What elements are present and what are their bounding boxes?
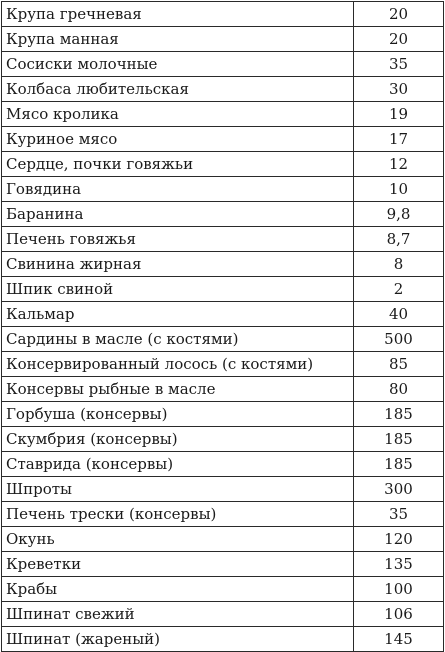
- product-name-cell: Крупа манная: [2, 27, 354, 52]
- table-row: [2, 77, 444, 102]
- product-name-cell: Крупа гречневая: [2, 2, 354, 27]
- table-row: [2, 352, 444, 377]
- table-row: [2, 577, 444, 602]
- product-value-cell: 2: [354, 277, 444, 302]
- product-name-cell: Колбаса любительская: [2, 77, 354, 102]
- product-value-cell: 185: [354, 427, 444, 452]
- product-name-cell: Шпинат свежий: [2, 602, 354, 627]
- product-name-cell: Креветки: [2, 552, 354, 577]
- table-row: [2, 177, 444, 202]
- product-name-cell: Баранина: [2, 202, 354, 227]
- product-name-cell: Свинина жирная: [2, 252, 354, 277]
- table-row: [2, 227, 444, 252]
- product-name-cell: Ставрида (консервы): [2, 452, 354, 477]
- table-row: [2, 377, 444, 402]
- product-name-cell: Горбуша (консервы): [2, 402, 354, 427]
- product-name-cell: Печень говяжья: [2, 227, 354, 252]
- product-value-cell: 100: [354, 577, 444, 602]
- table-row: [2, 2, 444, 27]
- product-value-cell: 120: [354, 527, 444, 552]
- product-value-cell: 9,8: [354, 202, 444, 227]
- product-value-cell: 145: [354, 627, 444, 652]
- table-row: [2, 627, 444, 652]
- product-name-cell: Сердце, почки говяжьи: [2, 152, 354, 177]
- food-value-table: [1, 1, 444, 652]
- product-name-cell: Мясо кролика: [2, 102, 354, 127]
- product-value-cell: 80: [354, 377, 444, 402]
- table-row: [2, 552, 444, 577]
- product-value-cell: 500: [354, 327, 444, 352]
- table-row: [2, 252, 444, 277]
- product-name-cell: Шпик свиной: [2, 277, 354, 302]
- product-name-cell: Скумбрия (консервы): [2, 427, 354, 452]
- product-name-cell: Сардины в масле (с костями): [2, 327, 354, 352]
- product-value-cell: 8: [354, 252, 444, 277]
- table-row: [2, 527, 444, 552]
- table-row: [2, 602, 444, 627]
- table-row: [2, 327, 444, 352]
- table-row: [2, 477, 444, 502]
- product-value-cell: 40: [354, 302, 444, 327]
- table-row: [2, 302, 444, 327]
- product-value-cell: 85: [354, 352, 444, 377]
- product-value-cell: 10: [354, 177, 444, 202]
- product-name-cell: Печень трески (консервы): [2, 502, 354, 527]
- product-name-cell: Крабы: [2, 577, 354, 602]
- product-value-cell: 185: [354, 452, 444, 477]
- table-row: [2, 152, 444, 177]
- product-name-cell: Кальмар: [2, 302, 354, 327]
- product-value-cell: 20: [354, 2, 444, 27]
- product-value-cell: 17: [354, 127, 444, 152]
- product-value-cell: 30: [354, 77, 444, 102]
- product-value-cell: 106: [354, 602, 444, 627]
- table-row: [2, 427, 444, 452]
- product-name-cell: Консервированный лосось (с костями): [2, 352, 354, 377]
- product-value-cell: 19: [354, 102, 444, 127]
- table-row: [2, 52, 444, 77]
- product-value-cell: 35: [354, 502, 444, 527]
- product-value-cell: 35: [354, 52, 444, 77]
- table-row: [2, 202, 444, 227]
- product-value-cell: 185: [354, 402, 444, 427]
- product-name-cell: Шпинат (жареный): [2, 627, 354, 652]
- table-row: [2, 102, 444, 127]
- table-row: [2, 452, 444, 477]
- product-value-cell: 12: [354, 152, 444, 177]
- product-name-cell: Шпроты: [2, 477, 354, 502]
- table-row: [2, 127, 444, 152]
- product-name-cell: Окунь: [2, 527, 354, 552]
- table-row: [2, 277, 444, 302]
- product-name-cell: Сосиски молочные: [2, 52, 354, 77]
- product-value-cell: 20: [354, 27, 444, 52]
- product-value-cell: 8,7: [354, 227, 444, 252]
- product-name-cell: Консервы рыбные в масле: [2, 377, 354, 402]
- table-body: [2, 2, 444, 652]
- table-row: [2, 502, 444, 527]
- product-name-cell: Куриное мясо: [2, 127, 354, 152]
- product-name-cell: Говядина: [2, 177, 354, 202]
- table-row: [2, 402, 444, 427]
- product-value-cell: 135: [354, 552, 444, 577]
- product-value-cell: 300: [354, 477, 444, 502]
- table-row: [2, 27, 444, 52]
